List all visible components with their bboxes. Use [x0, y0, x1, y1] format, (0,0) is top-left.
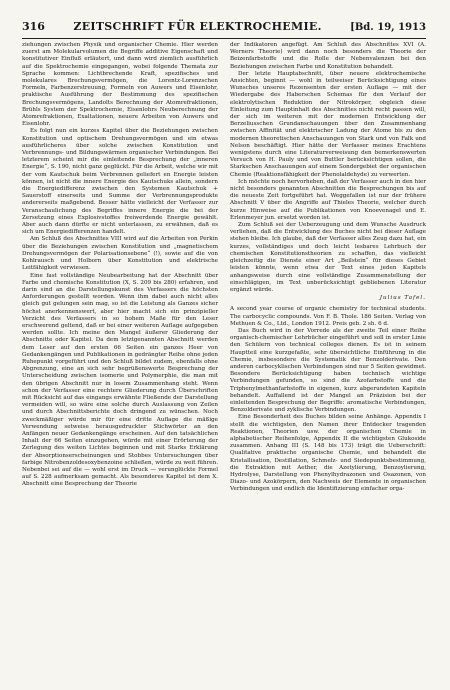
paragraph: Am Schluß des Abschnittes VIII wird auf die Arbeiten von Perkin über die Beziehungen zwischen Konstitution und „magnetischem Drehungsvermögen der Polarisationsebene“ (!), sowie auf die von Kohlrausch und Holborn über Konstitution und elektrische Leitfähigkeit verwiesen. — [22, 236, 218, 272]
paragraph: Der letzte Hauptabschnitt, über neuere elektrochemische Ansichten, beginnt — wohl in teilweiser Berücksichtigung eines Wunsches unseres Rezensenten der ersten Auflage — mit der Wiedergabe des Haberschen Schemas für den Verlauf der elektrolytischen Reduktion der Nitrokörper, obgleich diese Einleitung zum Hauptinhalt des Abschnittes nicht recht passen will, der sich im weiteren mit der modernen Entwicklung der Berzeliusschen Grundanschauungen über den Zusammenhang zwischen Affinität und elektrischer Ladung der Atome bis zu den modernen theoretischen Anschauungen von Stark und von Falk und Nelson beschäftigt. Hier hätte der Verfasser meines Erachtens wenigstens durch eine Literaturverweisung den bemerkenswerten Versuch von H. Pauly und von Buttler berücksichtigen sollen, die Starkschen Anschauungen auf einem Sondergebiet der organischen Chemie (Reaktionsfähigkeit der Phenolaldehyde) zu verwerten. — [230, 70, 426, 178]
page-number: 316 — [22, 20, 45, 33]
author-signature: Julius Tafel. — [379, 295, 426, 302]
paragraph: Es folgt nun ein kurzes Kapitel über die Beziehungen zwischen Konstitution und optischem Drehungsvermögen und ein etwas ausführlicheres über solche zwischen Konstitution und Verbrennungs- und Bildungswärmen organischer Verbindungen. Bei letzterem scheint mir die einleitende Besprechung der „inneren Energie“, S. 190, nicht ganz geglückt. Für die Arbeit, welche wir mit der vom Kautschuk beim Verbrennen geliefert en Energie leisten können, ist nicht die innere Energie des Kautschuks allein, sondern die Energiedifferenz zwischen den Systemen Kautschuk + Sauerstoff einerseits und Summe der Verbrennungsprodukte andererseits maßgebend. Besser hätte vielleicht der Verfasser zur Veranschaulichung des Begriffes innere Energie die bei der Zersetzung eines Explosivstoffes freiwerdende Energie gewählt. Aber auch dann dürfte er nicht unterlassen, zu erwähnen, daß es sich um Energiedifferenzen handelt. — [22, 128, 218, 236]
left-column — [22, 42, 218, 489]
review-citation: A second year course of organic chemistry for technical students. The carbocyclic compounds. Von F. B. Thole. 186 Seiten. Verlag von Methuen & Co., Ltd., London 1912. Preis geb. 2 sh. 6 d. — [230, 306, 426, 327]
paragraph: Ich möchte noch hervorheben, daß der Verfasser auch in den hier nicht besonders genannten Abschnitten die Besprechungen bis auf die neueste Zeit fortgeführt hat. Weggefallen ist nur der frühere Abschnitt V über die Angriffe auf Thieles Theorie, welcher durch kurze Hinweise auf die Publikationen von Knoevenagel und E. Erlenmeyer jun. ersetzt worden ist. — [230, 178, 426, 221]
running-header — [22, 20, 426, 39]
right-column — [230, 42, 426, 494]
paragraph: ziehungen zwischen Physik und organischer Chemie. Hier werden zuerst am Molekularvolumen die Begriffe additive Eigenschaft und konstitutiver Einfluß erläutert, und dann wird ziemlich ausführlich auf die Spektrochemie eingegangen, wobei folgende Themata zur Sprache kommen: Lichtbrechende Kraft, spezifisches und molekulares Brechungsvermögen, die Lorentz-Lorenzschen Formeln, Farbenzerstreuung, Formeln von Auwers und Eisenlohr, praktische Ausführung der Bestimmung des spezifischen Brechungsvermögens, Landolts Berechnung der Atomrefraktionen, Brühls System der Spektrochemie, Eisenlohrs Neuberechnung der Atomrefraktionen, Exaltationen, neuere Arbeiten von Auwers und Eisenlohr. — [22, 42, 218, 128]
journal-title: ZEITSCHRIFT FÜR ELEKTROCHEMIE. — [73, 20, 322, 33]
paragraph: Eine fast vollständige Neubearbeitung hat der Abschnitt über Farbe und chemische Konstitution (X, S. 209 bis 280) erfahren, und darin sind an die Darstellungskunst des Verfassers die höchsten Anforderungen gestellt worden. Wenn ihm dabei auch nicht alles gleich gut gelungen sein mag, so ist die Leistung als Ganzes sicher höchst anerkennenswert, aber hier macht sich ein prinzipieller Verzicht des Verfassers in so hohem Maße für den Leser erschwerend geltend, daß er bei einer weiteren Auflage aufgegeben werden sollte. Ich meine den Mangel äußerer Gliederung der Abschnitte oder Kapitel. Da dem letztgenannten Abschnitt werden dem Leser auf den ersten 66 Seiten ein ganzes Heer von Gedankengängen und Publikationen in gedrängter Reihe ohne jeden Ruhepunkt vorgeführt und den Schluß bildet zudem, ebenfalls ohne Abgrenzung, eine an sich sehr begrüßenswerte Besprechung der Unterscheidung zwischen isomerie und Polymerphie, die man mit den übrigen Abschnitt nur in losem Zusammenhang steht. Wenn schon der Verfasser eine rechtere Gliederung durch Überschriften mit Rücksicht auf das eingangs erwähnte Fließende der Darstellung vermeiden will, so wäre eine solche durch Auslassung von Zeilen und durch Abschnittsberichte doch dringend zu wünschen. Noch zweckmäßiger würde mir für eine dritte Auflage die mäßige Verwendung setweise herausgedruckter Stichwörter an den Anfängen neuer Gedankengänge erscheinen. Auf den tatsächlichen Inhalt der 66 Seiten einzugehen, würde mit einer Erörterung der Zerlegung des weiten Lichtes beginnen und mit Starks Erklärung der Absorptionserscheinungen und Stobbes Untersuchungen über farbige Nitrobenzoldesoxybenzoine schließen, würde zu weit führen. Nebenbei sei auf die — wohl erst im Druck — verunglückte Formel auf S. 228 aufmerksam gemacht. Als besonderes Kapitel ist dem X. Abschnitt eine Besprechung der Theorie — [22, 272, 218, 488]
paragraph: Zum Schluß sei der Ueberzeugung und dem Wunsche Ausdruck verliehen, daß die Entwicklung des Buches nicht bei dieser Auflage stehen bleibe. Ich glaube, daß der Verfasser alles Zeug dazu hat, ein kurzes, vollständiges und doch leicht lesbares Lehrbuch der chemischen Konstitutionstheorien zu schaffen, das vielleicht gleichzeitig die Dienste einer Art „Beilstein“ für dieses Gebiet leisten könnte, wenn etwa der Text eines jeden Kapitels anhangsweise durch eine vollständige Zusammenstellung der einschlägigen, im Text unberücksichtigt gebliebenen Literatur ergänzt würde. — [230, 222, 426, 293]
issue-label: [Bd. 19, 1913 — [350, 22, 426, 33]
paragraph: der Indikatoren angefügt. Am Schluß des Abschnittes XVI (A. Werners Theorie) wird dann noch besonders die Theorie der Beizenfarbstoffe und die Rolle der Nebenvalenzen bei den Beziehungen zwischen Farbe und Konstitution behandelt. — [230, 42, 426, 70]
paragraph: Das Buch wird in der Vorrede als der zweite Teil einer Reihe organisch-chemischer Lehrbücher eingeführt und soll in erster Linie den Schülern von technical colleges dienen. Es ist in seinem Hauptteil eine kurzgefaßte, sehr übersichtliche Einführung in die Chemie, insbesondere die Systematik der Benzolderivate. Den anderen carbocyklischen Verbindungen sind nur 5 Seiten gewidmet. Besondere Berücksichtigung haben technisch wichtige Verbindungen gefunden, so sind die Azofarbstoffe und die Triphenylmethanfarbstoffe in eigenen, kurz abgerundeten Kapiteln behandelt. Auffallend ist der Mangel an Präzision bei der einleitenden Besprechung der Begriffe: aromatische Verbindungen, Benzolderivate und zyklische Verbindungen. — [230, 327, 426, 414]
paragraph: Eine Besonderheit des Buches bilden seine Anhänge. Appendix I stellt die wichtigsten, den Namen ihrer Entdecker tragenden Reaktionen, Theorien usw. der organischen Chemie in alphabetischer Reihenfolge, Appendix II die wichtigsten Glukoside zusammen. Anhang III (S. 148 bis 173) trägt die Ueberschrift: Qualitative praktische organische Chemie, und behandelt die Kristallisation, Destillation, Schmelz- und Siedepunktsbestimmung, die Extraktion mit Aether, die Azetylierung, Benzoylierung, Hydrolyse, Darstellung von Phenylhydrazonen und Osazonen, von Diazo- und Azokörpern, den Nachweis der Elemente in organischen Verbindungen und endlich die Identifizierung einfacher orga- — [230, 414, 426, 493]
